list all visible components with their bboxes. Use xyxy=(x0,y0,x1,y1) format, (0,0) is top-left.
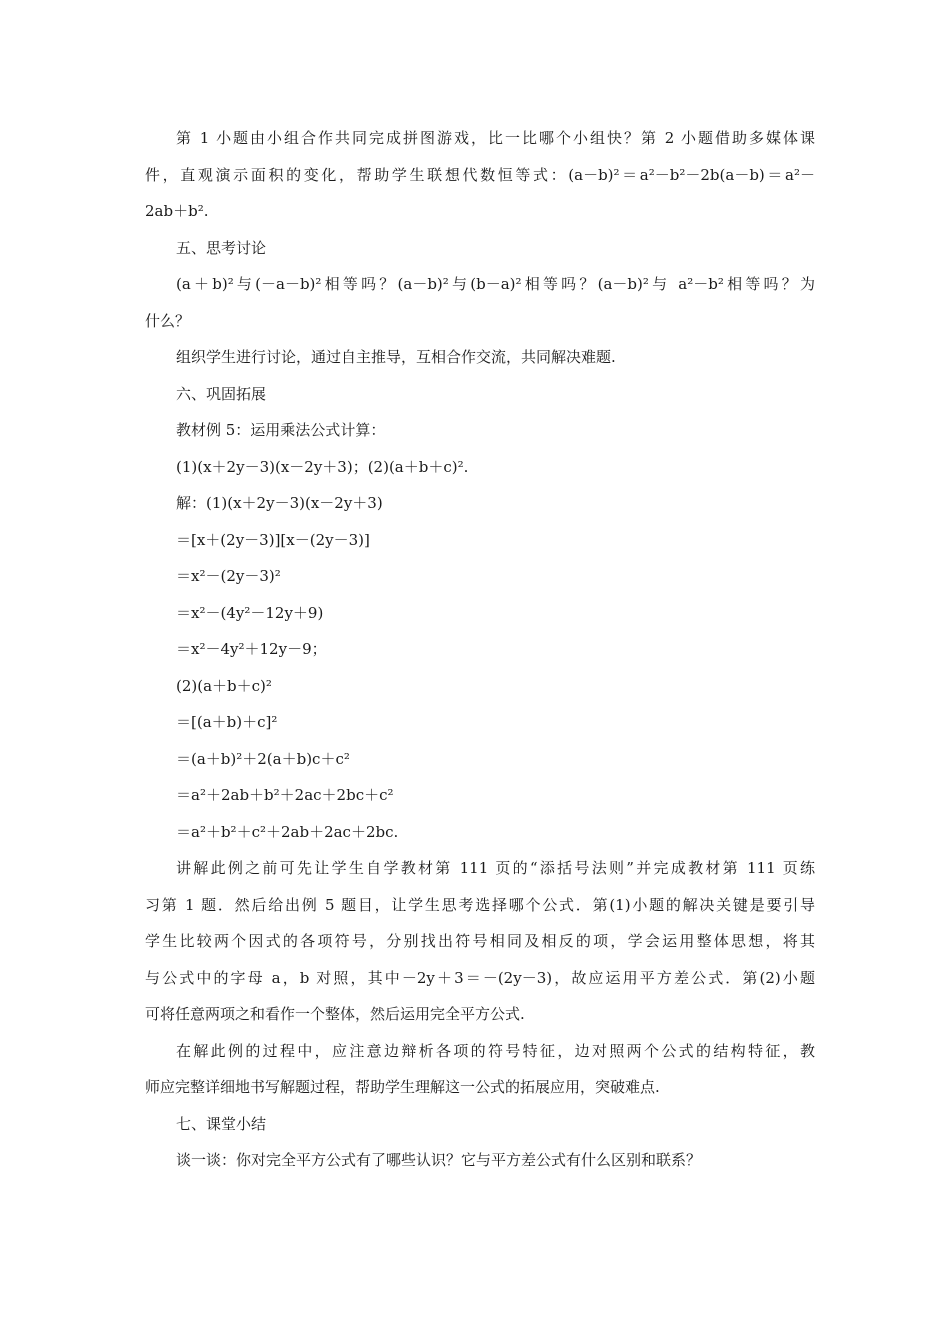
text-line: 师应完整详细地书写解题过程，帮助学生理解这一公式的拓展应用，突破难点. xyxy=(145,1078,660,1096)
text-line: 可将任意两项之和看作一个整体，然后运用完全平方公式. xyxy=(145,1005,525,1023)
text-line: 在解此例的过程中，应注意边辩析各项的符号特征，边对照两个公式的结构特征，教 xyxy=(176,1041,815,1060)
text-line: 学生比较两个因式的各项符号，分别找出符号相同及相反的项，学会运用整体思想，将其 xyxy=(145,932,815,950)
math-line: ＝(a＋b)²＋2(a＋b)c＋c² xyxy=(176,749,350,768)
section-heading: 五、思考讨论 xyxy=(176,238,267,257)
text-line: 与公式中的字母 a，b 对照，其中－2y＋3＝－(2y－3)，故应运用平方差公式．第(2)小题 xyxy=(145,968,815,987)
text-line: 谈一谈：你对完全平方公式有了哪些认识？它与平方差公式有什么区别和联系？ xyxy=(176,1151,702,1169)
text-line: 2ab＋b². xyxy=(145,202,209,220)
text-line: 讲解此例之前可先让学生自学教材第 111 页的“添括号法则”并完成教材第 111 页练 xyxy=(176,859,815,877)
math-line: ＝x²－(4y²－12y＋9) xyxy=(176,603,324,622)
text-line: 件，直观演示面积的变化，帮助学生联想代数恒等式：(a－b)²＝a²－b²－2b(a－b)＝a²－ xyxy=(145,165,815,184)
text-line: (a＋b)²与(－a－b)²相等吗？(a－b)²与(b－a)²相等吗？(a－b)²与 a²－b²相等吗？为 xyxy=(176,275,815,293)
section-heading: 七、课堂小结 xyxy=(176,1114,267,1133)
math-line: ＝[(a＋b)＋c]² xyxy=(176,713,278,731)
text-line: 第 1 小题由小组合作共同完成拼图游戏，比一比哪个小组快？第 2 小题借助多媒体课 xyxy=(176,129,815,147)
math-line: (1)(x＋2y－3)(x－2y＋3)；(2)(a＋b＋c)². xyxy=(176,457,469,476)
math-line: ＝a²＋2ab＋b²＋2ac＋2bc＋c² xyxy=(176,786,394,804)
section-heading: 六、巩固拓展 xyxy=(176,384,267,403)
text-line: 什么？ xyxy=(145,311,191,330)
document-body xyxy=(145,120,815,1179)
math-line: ＝x²－(2y－3)² xyxy=(176,567,281,585)
math-line: ＝a²＋b²＋c²＋2ab＋2ac＋2bc. xyxy=(176,822,399,841)
text-line: 教材例 5：运用乘法公式计算： xyxy=(176,421,386,439)
math-line: (2)(a＋b＋c)² xyxy=(176,676,272,695)
math-line: 解：(1)(x＋2y－3)(x－2y＋3) xyxy=(176,494,383,512)
text-line: 习第 1 题．然后给出例 5 题目，让学生思考选择哪个公式．第(1)小题的解决关键是要引导 xyxy=(145,895,815,914)
math-line: ＝[x＋(2y－3)][x－(2y－3)] xyxy=(176,530,370,549)
math-line: ＝x²－4y²＋12y－9； xyxy=(176,640,327,658)
text-line: 组织学生进行讨论，通过自主推导，互相合作交流，共同解决难题. xyxy=(176,348,616,366)
